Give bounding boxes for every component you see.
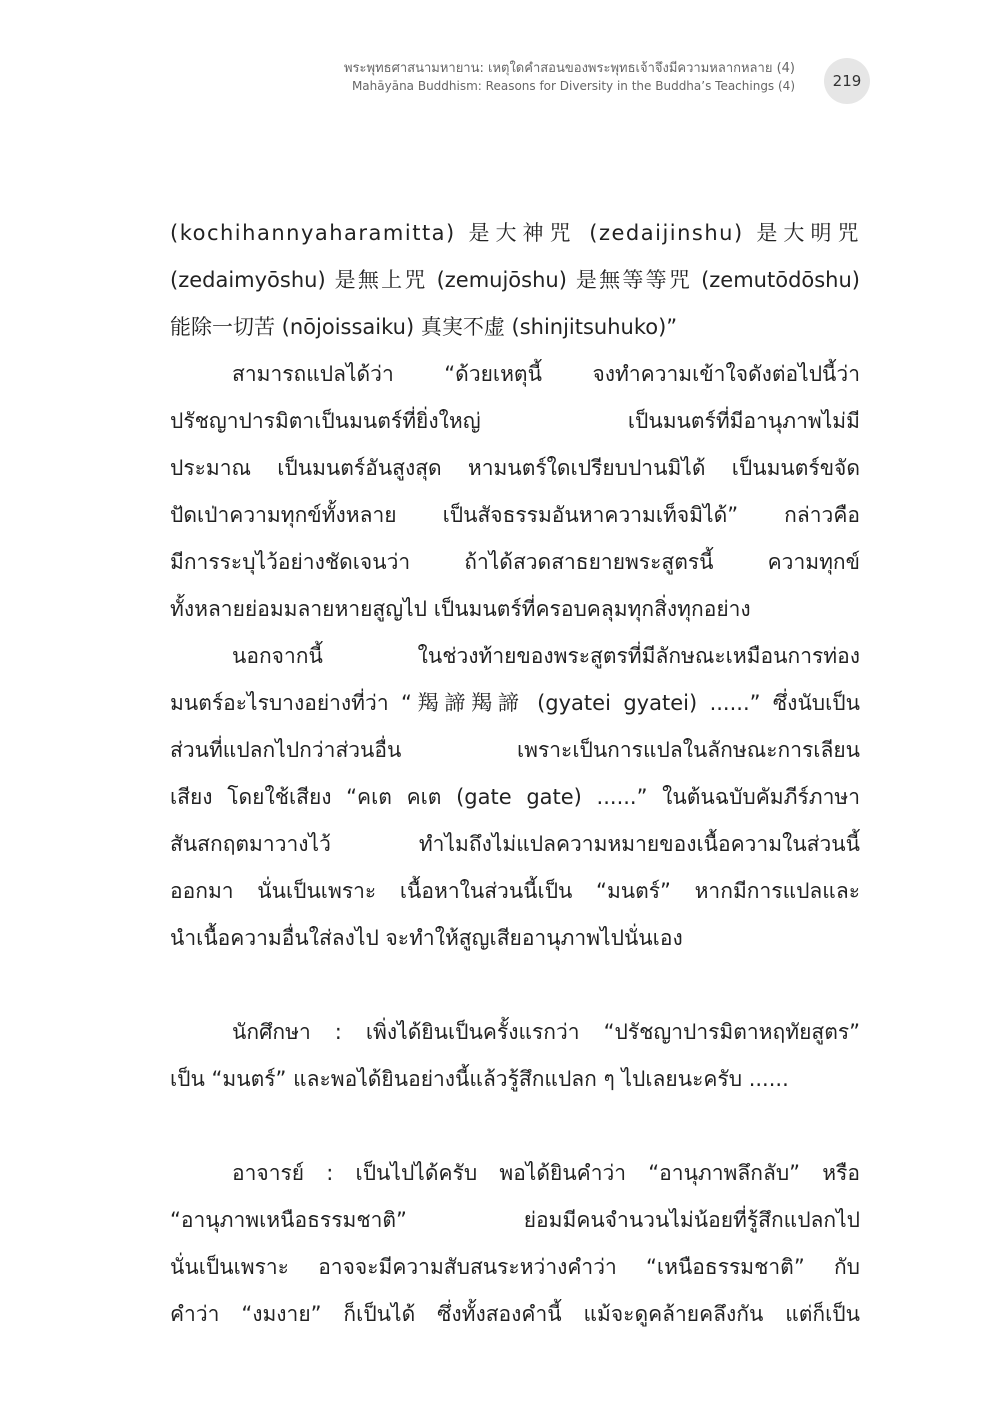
text-line: ทั้งหลายย่อมมลายหายสูญไป เป็นมนตร์ที่ครอบคลุมทุกสิ่งทุกอย่าง <box>170 597 751 621</box>
text-line: (kochihannyaharamitta) 是大神咒 (zedaijinshu) 是大明咒 <box>170 221 860 245</box>
header-title-thai: พระพุทธศาสนามหายาน: เหตุใดคำสอนของพระพุทธเจ้าจึงมีความหลากหลาย (4) <box>343 61 795 76</box>
text-line: มนตร์อะไรบางอย่างที่ว่า “羯諦羯諦 (gyatei gyatei) ......” ซึ่งนับเป็น <box>170 691 860 715</box>
text-line: นอกจากนี้ ในช่วงท้ายของพระสูตรที่มีลักษณะเหมือนการท่อง <box>232 644 860 668</box>
header-title-english: Mahāyāna Buddhism: Reasons for Diversity in the Buddha’s Teachings (4) <box>351 79 795 93</box>
page-number-badge: 219 <box>824 58 870 104</box>
text-line: ปรัชญาปารมิตาเป็นมนตร์ที่ยิ่งใหญ่ เป็นมนตร์ที่มีอานุภาพไม่มี <box>170 409 860 433</box>
text-line: คำว่า “งมงาย” ก็เป็นได้ ซึ่งทั้งสองคำนี้ แม้จะดูคล้ายคลึงกัน แต่ก็เป็น <box>170 1302 860 1326</box>
running-header <box>344 60 795 95</box>
text-line: นักศึกษา : เพิ่งได้ยินเป็นครั้งแรกว่า “ปรัชญาปารมิตาหฤทัยสูตร” <box>232 1020 860 1044</box>
text-line: เป็น “มนตร์” และพอได้ยินอย่างนี้แล้วรู้สึกแปลก ๆ ไปเลยนะครับ ...... <box>170 1067 789 1091</box>
text-line: ออกมา นั่นเป็นเพราะ เนื้อหาในส่วนนี้เป็น “มนตร์” หากมีการแปลและ <box>170 879 860 903</box>
text-line: ประมาณ เป็นมนตร์อันสูงสุด หามนตร์ใดเปรียบปานมิได้ เป็นมนตร์ขจัด <box>170 456 860 480</box>
text-line: อาจารย์ : เป็นไปได้ครับ พอได้ยินคำว่า “อานุภาพลึกลับ” หรือ <box>232 1161 860 1185</box>
text-line: ปัดเป่าความทุกข์ทั้งหลาย เป็นสัจธรรมอันหาความเท็จมิได้” กล่าวคือ <box>170 503 860 527</box>
paragraph-student <box>170 1009 860 1103</box>
paragraph-mantra <box>170 633 860 962</box>
text-line: นั่นเป็นเพราะ อาจจะมีความสับสนระหว่างคำว่า “เหนือธรรมชาติ” กับ <box>170 1255 860 1279</box>
paragraph-translation <box>170 351 860 633</box>
paragraph-spacer <box>170 962 860 1009</box>
quote-continuation <box>170 210 860 351</box>
text-line: ส่วนที่แปลกไปกว่าส่วนอื่น เพราะเป็นการแปลในลักษณะการเลียน <box>170 738 860 762</box>
text-line: สันสกฤตมาวางไว้ ทำไมถึงไม่แปลความหมายของเนื้อความในส่วนนี้ <box>170 832 860 856</box>
text-line: นำเนื้อความอื่นใส่ลงไป จะทำให้สูญเสียอานุภาพไปนั่นเอง <box>170 926 683 950</box>
text-line: (zedaimyōshu) 是無上咒 (zemujōshu) 是無等等咒 (zemutōdōshu) <box>170 268 860 292</box>
page-body <box>170 210 860 1338</box>
paragraph-teacher <box>170 1150 860 1338</box>
text-line: สามารถแปลได้ว่า “ด้วยเหตุนี้ จงทำความเข้าใจดังต่อไปนี้ว่า <box>232 362 860 386</box>
text-line: “อานุภาพเหนือธรรมชาติ” ย่อมมีคนจำนวนไม่น้อยที่รู้สึกแปลกไป <box>170 1208 860 1232</box>
text-line: เสียง โดยใช้เสียง “คเต คเต (gate gate) ......” ในต้นฉบับคัมภีร์ภาษา <box>170 785 860 809</box>
paragraph-spacer <box>170 1103 860 1150</box>
text-line: 能除一切苦 (nōjoissaiku) 真実不虚 (shinjitsuhuko)” <box>170 315 678 339</box>
text-line: มีการระบุไว้อย่างชัดเจนว่า ถ้าได้สวดสาธยายพระสูตรนี้ ความทุกข์ <box>170 550 860 574</box>
